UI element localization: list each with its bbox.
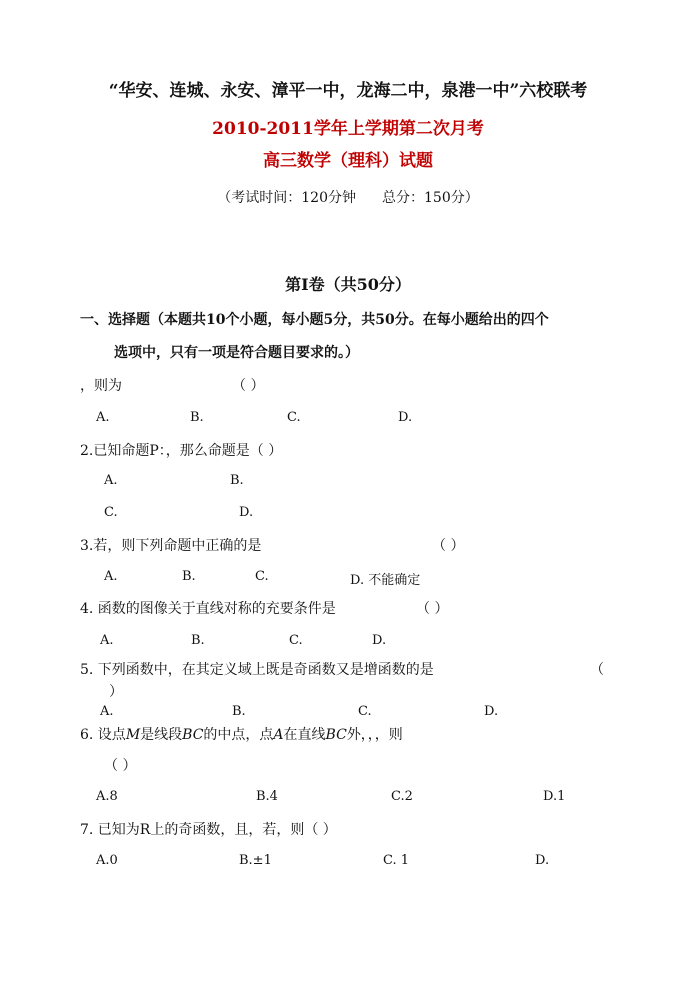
question-5-stem: 5. 下列函数中，在其定义域上既是奇函数又是增函数的是 <box>80 662 434 678</box>
question-7-stem: 7. 已知为R上的奇函数，且，若，则（ ） <box>80 822 337 838</box>
question-5-option-c: C. <box>358 704 372 719</box>
question-1-option-a: A. <box>96 410 110 425</box>
question-3-option-c: C. <box>255 569 269 584</box>
question-4-option-c: C. <box>289 633 303 648</box>
question-6-text-3: 的中点，点 <box>203 727 274 743</box>
question-4-option-b: B. <box>191 633 205 648</box>
question-3-option-b: B. <box>182 569 196 584</box>
question-1-stem: ，则为 <box>80 378 122 394</box>
question-5-option-a: A. <box>100 704 114 719</box>
exam-schools-title: “华安、连城、永安、漳平一中，龙海二中，泉港一中”六校联考 <box>108 81 588 101</box>
question-6-option-a: A.8 <box>96 789 118 804</box>
question-4-paren: （ ） <box>416 601 449 617</box>
section-heading-line1: 一、选择题（本题共10个小题，每小题5分，共50分。在每小题给出的四个 <box>80 312 549 328</box>
question-6-text-2: 是线段 <box>140 727 183 743</box>
question-6-text-5: 外，，，则 <box>346 727 403 743</box>
question-2-option-b: B. <box>230 473 244 488</box>
question-5-option-b: B. <box>232 704 246 719</box>
segment-bc-label: BC <box>182 727 204 743</box>
question-3-stem: 3.若，则下列命题中正确的是 <box>80 538 262 554</box>
question-3-paren: （ ） <box>432 538 465 554</box>
question-6-option-d: D.1 <box>543 789 566 804</box>
question-3-option-d: D. 不能确定 <box>350 573 421 588</box>
question-6-paren: （ ） <box>104 758 137 774</box>
question-3-option-a: A. <box>104 569 118 584</box>
exam-info <box>0 187 696 207</box>
question-1-option-c: C. <box>287 410 301 425</box>
volume-title: 第Ⅰ卷（共50分） <box>285 275 411 294</box>
question-1-option-b: B. <box>190 410 204 425</box>
question-4-option-d: D. <box>372 633 387 648</box>
question-1-option-d: D. <box>398 410 413 425</box>
line-bc-label: BC <box>325 727 347 743</box>
exam-term-title: 2010-2011学年上学期第二次月考 <box>212 119 484 139</box>
question-2-option-a: A. <box>104 473 118 488</box>
question-5-option-d: D. <box>484 704 499 719</box>
question-6-option-c: C.2 <box>391 789 413 804</box>
question-7-option-a: A.0 <box>96 853 118 868</box>
question-7-option-d: D. <box>535 853 550 868</box>
point-a-label: A <box>273 727 284 743</box>
question-4-option-a: A. <box>100 633 114 648</box>
section-heading-line2: 选项中，只有一项是符合题目要求的。） <box>114 345 359 361</box>
question-5-paren-close: ） <box>109 684 123 700</box>
question-2-option-c: C. <box>104 505 118 520</box>
question-6-text-4: 在直线 <box>283 727 326 743</box>
question-1-paren: （ ） <box>232 378 265 394</box>
question-7-option-c: C. 1 <box>383 853 410 868</box>
question-6-text-1: 6. 设点 <box>80 727 126 743</box>
question-6-stem <box>80 724 403 744</box>
question-7-option-b: B.±1 <box>239 853 272 868</box>
question-5-paren-open: （ <box>590 662 604 678</box>
exam-time: （考试时间：120分钟 <box>217 190 356 206</box>
exam-total-score: 总分：150分） <box>382 190 479 206</box>
question-4-stem: 4. 函数的图像关于直线对称的充要条件是 <box>80 601 336 617</box>
question-6-option-b: B.4 <box>256 789 278 804</box>
question-2-option-d: D. <box>239 505 254 520</box>
exam-subject-title: 高三数学（理科）试题 <box>263 151 433 171</box>
question-2-stem: 2.已知命题P：，那么命题是（ ） <box>80 443 283 459</box>
point-m-label: M <box>125 727 141 743</box>
